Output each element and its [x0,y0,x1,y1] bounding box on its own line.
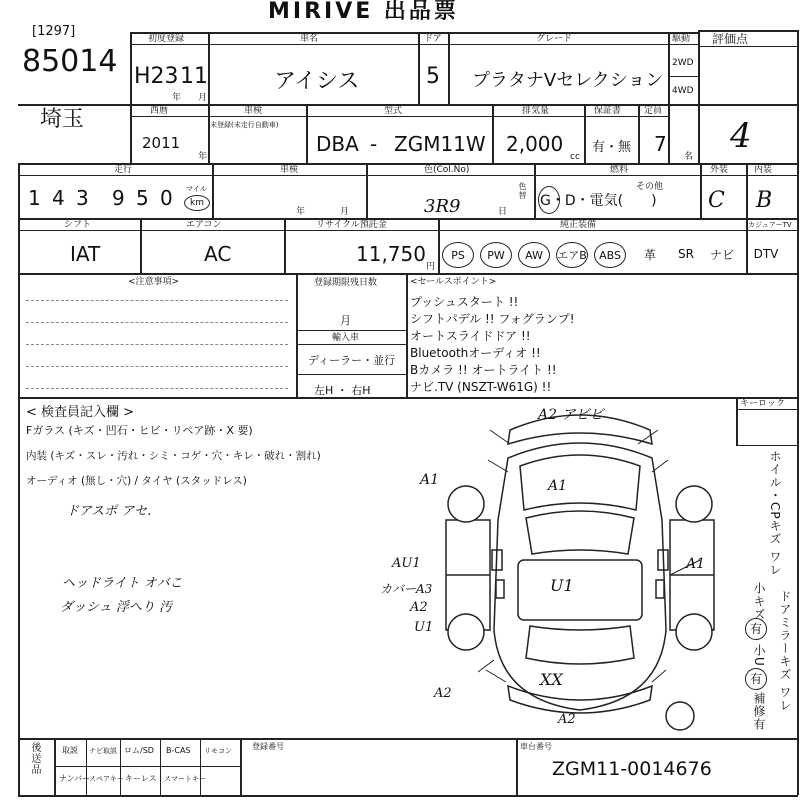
model-dash: - [370,132,378,156]
frame-line [130,32,698,34]
capacity-label: 定員 [644,106,663,116]
grid-line [296,330,406,331]
grid-line [306,104,308,163]
equipment-sr: SR [678,247,694,261]
model-prefix: DBA [316,132,359,156]
caution-line [26,344,288,345]
grid-line [18,230,798,231]
sales-point: プッシュスタート !! [410,295,519,309]
grade-value: プラタナVセレクション [472,70,664,91]
inspector-interior: 内装 (キズ・スレ・汚れ・シミ・コゲ・穴・キレ・破れ・割れ) [26,450,321,462]
grid-line [18,175,798,176]
model-label: 型式 [384,106,403,116]
grid-line [736,397,738,445]
grid-line [130,116,668,117]
mark-roof: U1 [550,576,574,595]
keylock-label: キーロック [740,399,785,409]
aircon-value: AC [204,242,232,266]
frame-line [18,397,798,399]
grid-line [366,163,368,218]
drive-2wd: 2WD [672,58,694,68]
rear-bumper-outline [508,686,652,713]
doors-label: ドア [424,34,442,44]
grade-label: グレード [536,34,573,44]
sheet-title: MIRIVE 出品票 [268,0,459,24]
day-unit: 日 [498,207,508,217]
recycle-label: リサイクル預託金 [316,220,387,230]
grid-line [140,218,142,273]
drive-4wd: 4WD [672,86,694,96]
inspector-note-1: ドアスポ アセ. [66,504,152,519]
km-unit-circle [184,195,210,211]
aircon-label: エアコン [186,220,222,230]
legend-small-mark-circle [745,618,767,640]
import-label: 輸入車 [332,333,360,343]
grid-line [296,374,406,375]
model-value: ZGM11W [394,132,486,156]
equipment-pw: PW [480,242,512,268]
smartkey-label: スマートキー [164,775,206,783]
drive-label: 駆動 [672,34,691,44]
sales-label: <セールスポイント> [410,277,497,287]
grid-line [296,344,406,345]
score-label: 評価点 [712,32,749,46]
caution-label: <注意事項> [128,277,180,287]
grid-line [746,163,748,218]
mark-left-door-3: A2 [410,600,428,615]
mark-bonnet: A1 [548,478,568,494]
color-side-label: 色替 [518,182,527,200]
frame-line [18,163,798,165]
shaken-note: 未登録(未走行自動車) [210,121,279,129]
sales-point: Bluetoothオーディオ !! [410,346,541,360]
first-reg-label: 初度登録 [148,34,185,44]
grid-line [418,32,420,104]
reg-month-unit: 月 [340,314,351,327]
frame-line [18,104,798,106]
grid-line [534,163,536,218]
roof-outline [518,560,642,620]
month-unit-r3: 月 [340,207,350,217]
spare-label: スペアキー [89,775,124,783]
grid-line [638,104,640,163]
wheel-front-left [448,486,484,522]
fuel-selected-circle [538,186,560,214]
navi-tv-label: カジュアーTV [748,221,792,229]
lot-code: [1297] [32,24,76,39]
chassis-label: 車台番号 [520,742,552,751]
grid-line [208,32,210,163]
sales-point: オートスライドドア !! [410,329,531,343]
rom-sd-label: ロム/SD [124,746,154,755]
handle-value: 左H ・ 右H [314,384,371,397]
legend-small: 小キズ [752,582,766,621]
exterior-value: C [708,188,725,213]
mileage-digit: 5 [136,186,149,210]
equipment-ps: PS [442,242,474,268]
spare-wheel [666,702,694,730]
shaken-label-r3: 車検 [280,165,299,175]
equipment-leather: 革 [643,247,656,262]
fuel-label: 燃料 [610,165,629,175]
equipment-airbag: エアB [556,242,588,268]
cc-unit: cc [570,152,580,162]
sales-point: ナビ.TV (NSZT-W61G) !! [410,380,552,394]
caution-line [26,322,288,323]
year-unit-r3: 年 [296,207,306,217]
mark-left-door-2: カバーA3 [380,582,433,596]
grid-line [448,32,450,104]
inspector-note-3: ダッシュ 浮へり 汚 [60,600,173,615]
body-outline [494,443,666,710]
grid-line [668,32,670,163]
color-label: 色(Col.No) [424,165,470,175]
car-name: アイシス [274,69,360,94]
caution-line [26,300,288,301]
mileage-digit: 3 [76,186,89,210]
region: 埼玉 [40,107,85,132]
shift-value: IAT [70,242,101,266]
grid-line [130,44,698,45]
bcas-label: B-CAS [166,746,191,755]
reg-type-label: 登録期限残日数 [314,278,378,288]
frame-line [18,273,798,275]
inspector-title: < 検査員記入欄 > [26,405,135,420]
first-reg-month: 11 [180,64,208,89]
frame-line [18,218,798,220]
fuel-value: G・D・電気( ) [540,193,657,209]
frame-line [797,30,799,795]
shaken-label-r2: 車検 [244,106,263,116]
grid-line [736,409,798,410]
mark-left-door-4: U1 [414,620,434,635]
reg-number-label: 登録番号 [252,742,284,751]
mark-rear-bumper: A2 [558,712,576,727]
mileage-digit: 1 [28,186,41,210]
grid-line [584,104,586,163]
mark-front-bumper: A2 アビビ [538,407,604,423]
legend-small-u: 小U [752,644,766,667]
equipment-navi: ナビ [709,247,734,262]
warranty-label: 保証書 [594,106,622,116]
equipment-aw: AW [518,242,550,268]
shift-label: シフト [64,220,92,230]
interior-value: B [756,188,773,213]
mileage-digit: 0 [160,186,173,210]
legend-small-u-mark: 有 [749,672,762,686]
seireki-value: 2011 [142,134,181,152]
yen-unit: 円 [426,262,436,272]
caution-line [26,366,288,367]
manual-label: 取説 [62,746,78,755]
grid-line [698,46,798,47]
grid-line [492,104,494,163]
grid-line [212,163,214,218]
mark-rear-left: A2 [434,686,452,701]
fuel-other-label: その他 [636,182,664,192]
capacity-value: 7 [654,132,667,156]
frame-line [18,795,798,797]
legend-repaired: 補修有 [752,692,766,731]
exterior-label: 外装 [710,165,729,175]
score-value: 4 [730,116,752,156]
grid-line [120,738,121,795]
mark-right-side: A1 [686,556,706,572]
car-name-label: 車名 [300,34,319,44]
displacement-label: 排気量 [522,106,550,116]
lot-number: 85014 [22,44,118,79]
rear-window-outline [526,626,634,664]
accessories-label: 後送品 [29,742,40,775]
legend-mirror: ドアミラーキズ ワレ [778,590,792,712]
windshield-outline [526,511,634,554]
import-value: ディーラー・並行 [308,354,396,367]
mark-trunk: XX [540,670,563,689]
legend-wheel: ホイル・CPキズ ワレ [768,450,782,577]
frame-line [18,738,798,740]
grid-line [130,32,132,163]
plate-label: ナンバー [59,774,91,783]
grid-line [406,273,408,397]
mark-front-left: A1 [420,472,440,488]
mileage-digit: 9 [112,186,125,210]
chassis-number: ZGM11-0014676 [552,758,712,780]
navi-disc-label: ナビ取説 [89,747,117,755]
month-unit: 月 [198,93,208,103]
km-unit: km [190,198,204,208]
recycle-value: 11,750 [356,242,426,266]
grid-line [438,218,440,273]
year-unit: 年 [172,93,182,103]
mileage-label: 走行 [114,165,133,175]
legend-small-mark: 有 [749,622,762,636]
first-reg-era: H23 [134,64,179,89]
grid-line [296,273,298,397]
caution-line [26,388,288,389]
hood-outline [520,455,640,510]
remote-label: リモコン [204,747,232,755]
genuine-label: 純正装備 [560,220,597,230]
seireki-label: 西暦 [150,106,169,116]
door-handle [656,580,664,598]
grid-line [86,738,87,795]
frame-line [18,163,20,795]
equipment-abs: ABS [594,242,626,268]
doors-value: 5 [426,64,440,89]
sales-point: シフトパデル !! フォグランプ! [410,312,575,326]
legend-small-u-mark-circle [745,668,767,690]
grid-line [670,76,698,77]
keyless-label: キーレス [125,774,157,783]
color-code: 3R9 [424,196,461,217]
car-diagram [430,400,730,736]
inspector-glass: Fガラス (キズ・凹石・ヒビ・リペア跡・X 要) [26,424,253,437]
mark-left-door-1: AU1 [392,556,421,571]
grid-line [200,738,201,795]
year-unit-r2: 年 [198,152,208,162]
grid-line [160,738,161,795]
warranty-value: 有・無 [592,140,632,155]
grid-line [54,766,240,767]
door-handle [496,580,504,598]
inspector-note-2: ヘッドライト オバこ [62,576,183,591]
wheel-rear-left [448,614,484,650]
people-unit: 名 [684,152,694,162]
wheel-rear-right [676,614,712,650]
wheel-front-right [676,486,712,522]
mile-unit: マイル [186,185,207,193]
grid-line [700,163,702,218]
grid-line [516,738,518,795]
grid-line [736,445,798,446]
grid-line [240,738,242,795]
equipment-dtv: DTV [753,247,779,261]
sales-point: Bカメラ !! オートライト !! [410,363,557,377]
inspector-audio: オーディオ (無し・穴) / タイヤ (スタッドレス) [26,475,247,487]
mileage-digit: 4 [52,186,65,210]
grid-line [284,218,286,273]
interior-label: 内装 [754,165,773,175]
grid-line [698,30,700,163]
displacement-value: 2,000 [506,132,564,156]
